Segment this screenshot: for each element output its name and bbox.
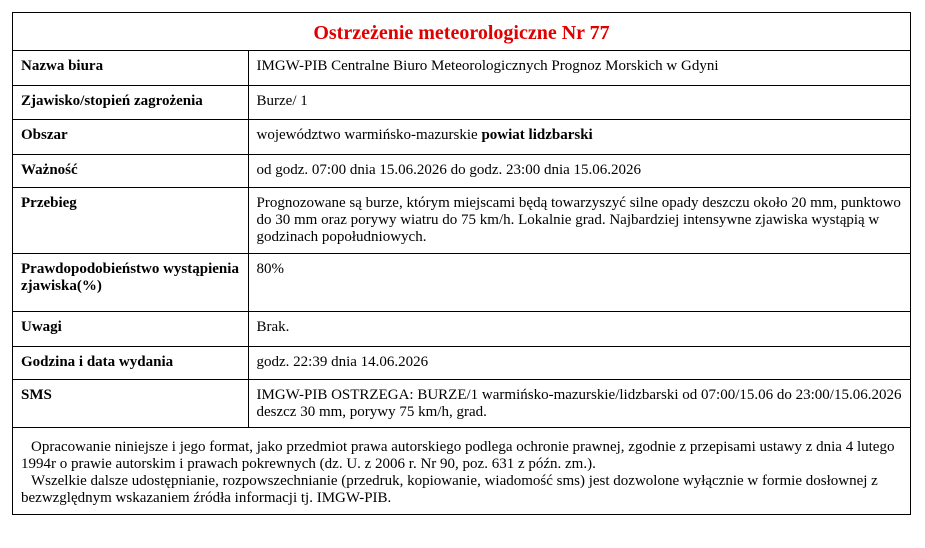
row-value-notes: Brak. (248, 311, 910, 346)
row-label-area: Obszar (13, 119, 248, 154)
table-row (13, 154, 910, 187)
row-value-area (248, 119, 910, 154)
row-value-sms: IMGW-PIB OSTRZEGA: BURZE/1 warmińsko-mazurskie/lidzbarski od 07:00/15.06 do 23:00/15.06.2026 deszcz 30 mm, porywy 75 km/h, grad. (248, 379, 910, 427)
row-value-course: Prognozowane są burze, którym miejscami będą towarzyszyć silne opady deszczu około 20 mm, punktowo do 30 mm oraz porywy wiatru do 75 km/h. Lokalnie grad. Najbardziej intensywne zjawiska wystąpią w godzinach popołudniowych. (248, 187, 910, 253)
table-row (13, 51, 910, 85)
row-value-probability: 80% (248, 253, 910, 311)
row-label-office: Nazwa biura (13, 51, 248, 85)
row-label-notes: Uwagi (13, 311, 248, 346)
row-value-office: IMGW-PIB Centralne Biuro Meteorologicznych Prognoz Morskich w Gdyni (248, 51, 910, 85)
copyright-notice: Opracowanie niniejsze i jego format, jako przedmiot prawa autorskiego podlega ochronie prawnej, zgodnie z przepisami ustawy z dnia 4 lutego 1994r o prawie autorskim i prawach pokrewnych (dz. U. z 2006 r. Nr 90, poz. 631 z późn. zm.). (21, 438, 895, 472)
row-label-validity: Ważność (13, 154, 248, 187)
warning-document (12, 12, 911, 515)
table-row (13, 379, 910, 427)
row-value-validity: od godz. 07:00 dnia 15.06.2026 do godz. 23:00 dnia 15.06.2026 (248, 154, 910, 187)
redistribution-notice: Wszelkie dalsze udostępnianie, rozpowszechnianie (przedruk, kopiowanie, wiadomość sms) jest dozwolone wyłącznie w formie dosłownej z bezwzględnym wskazaniem źródła informacji tj. IMGW-PIB. (21, 472, 878, 506)
row-label-issued: Godzina i data wydania (13, 346, 248, 379)
table-row (13, 311, 910, 346)
area-county: powiat lidzbarski (481, 126, 593, 143)
row-label-phenomenon: Zjawisko/stopień zagrożenia (13, 85, 248, 119)
document-title: Ostrzeżenie meteorologiczne Nr 77 (13, 13, 910, 51)
table-row (13, 253, 910, 311)
copyright-footer (13, 428, 910, 514)
table-row (13, 119, 910, 154)
row-value-phenomenon: Burze/ 1 (248, 85, 910, 119)
row-value-issued: godz. 22:39 dnia 14.06.2026 (248, 346, 910, 379)
table-row (13, 85, 910, 119)
row-label-course: Przebieg (13, 187, 248, 253)
area-voivodeship: województwo warmińsko-mazurskie (256, 126, 482, 143)
row-label-probability: Prawdopodobieństwo wystąpienia zjawiska(%) (13, 253, 248, 311)
warning-table (13, 51, 910, 428)
table-row (13, 187, 910, 253)
row-label-sms: SMS (13, 379, 248, 427)
table-row (13, 346, 910, 379)
